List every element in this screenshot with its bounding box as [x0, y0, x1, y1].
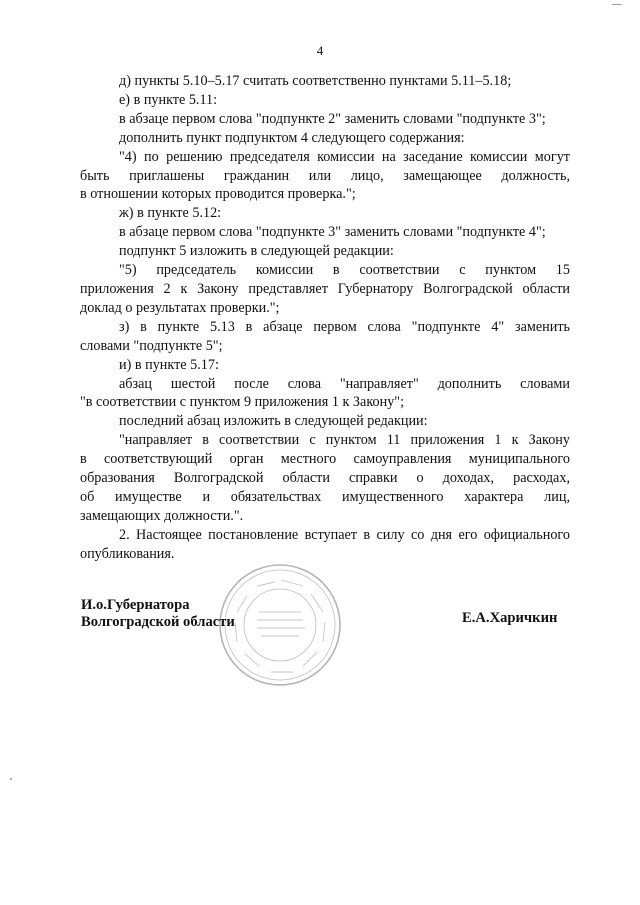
page-number: 4 — [316, 43, 324, 58]
text-line: быть приглашены гражданин или лицо, замещающее должность, — [80, 167, 570, 184]
text-line: абзац шестой после слова "направляет" дополнить словами — [119, 375, 570, 392]
document-body — [80, 72, 570, 564]
text-line: "4) по решению председателя комиссии на заседание комиссии могут — [119, 148, 570, 165]
text-line: в абзаце первом слова "подпункте 2" заменить словами "подпункте 3"; — [119, 110, 546, 127]
text-line: 2. Настоящее постановление вступает в силу со дня его официального — [119, 526, 570, 543]
text-line: е) в пункте 5.11: — [119, 91, 218, 108]
signatory-position-line2: Волгоградской области — [81, 614, 235, 630]
text-line: и) в пункте 5.17: — [119, 356, 219, 373]
signatory-position — [81, 597, 235, 631]
signatory-position-line1: И.о.Губернатора — [81, 597, 190, 613]
text-line: в соответствующий орган местного самоуправления муниципального — [80, 451, 570, 468]
text-line: з) в пункте 5.13 в абзаце первом слова "подпункте 4" заменить — [119, 318, 570, 335]
text-line: доклад о результатах проверки."; — [80, 299, 280, 316]
text-line: об имуществе и обязательствах имущественного характера лиц, — [80, 488, 570, 505]
text-line: "в соответствии с пунктом 9 приложения 1 к Закону"; — [80, 394, 405, 411]
text-line: образования Волгоградской области справки о доходах, расходах, — [80, 470, 570, 487]
text-line: словами "подпункте 5"; — [80, 337, 223, 354]
text-line: опубликования. — [80, 545, 175, 562]
text-line: д) пункты 5.10–5.17 считать соответственно пунктами 5.11–5.18; — [119, 73, 512, 89]
text-line: последний абзац изложить в следующей редакции: — [119, 413, 428, 430]
text-line: приложения 2 к Закону представляет Губернатору Волгоградской области — [80, 280, 570, 297]
scan-speck — [612, 4, 622, 5]
text-line: в абзаце первом слова "подпункте 3" заменить словами "подпункте 4"; — [119, 224, 546, 241]
text-line: "направляет в соответствии с пунктом 11 приложения 1 к Закону — [119, 432, 570, 449]
scan-speck — [10, 778, 12, 780]
text-line: дополнить пункт подпунктом 4 следующего содержания: — [119, 129, 465, 146]
text-line: подпункт 5 изложить в следующей редакции: — [119, 243, 394, 260]
text-line: "5) председатель комиссии в соответствии с пунктом 15 — [119, 262, 570, 279]
signatory-name: Е.А.Харичкин — [462, 610, 558, 626]
text-line: в отношении которых проводится проверка."; — [80, 186, 356, 203]
text-line: ж) в пункте 5.12: — [119, 205, 222, 222]
text-line: замещающих должности.". — [80, 507, 244, 524]
